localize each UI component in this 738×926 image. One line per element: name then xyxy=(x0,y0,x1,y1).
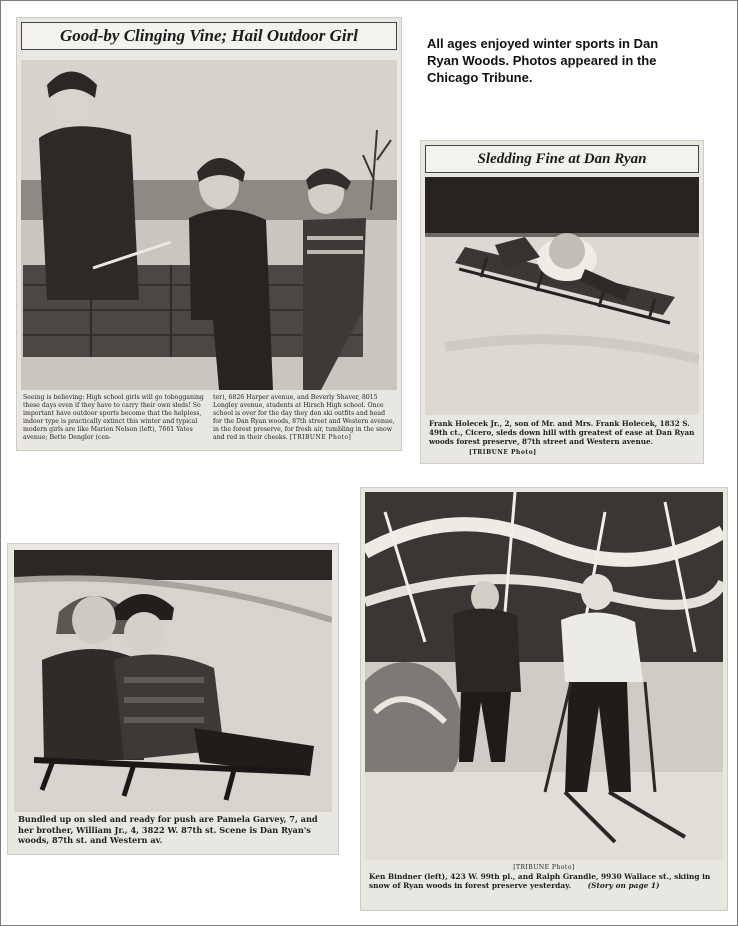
clipping-skiers xyxy=(361,488,727,910)
photo-toddler-on-sled xyxy=(425,177,699,415)
clipping-outdoor-girls xyxy=(17,18,401,450)
photo-siblings-on-sled xyxy=(14,550,332,812)
caption-garvey-siblings: Bundled up on sled and ready for push are Pamela Garvey, 7, and her brother, William Jr., 4, 3822 W. 87th st. Scene is Dan Ryan's woods, 87th st. and Western av. xyxy=(18,814,318,845)
caption-text: ter), 6826 Harper avenue, and Beverly Shaver, 8015 Longley avenue, students at Hirsch High school. Once school is over for the day they don ski outfits and head for the Dan Ryan woods, 87th street and Western avenue, in the forest preserve, for fresh air, tumbling in the snow and red in their cheeks. xyxy=(213,394,395,441)
clipping-sledding-fine xyxy=(421,141,703,463)
caption-column-left: Seeing is believing: High school girls will go tobogganing these days even if they have to carry their own sleds! So important have outdoor sports become that the helpless, indoor type is practically extinct this winter and typical modern girls are like Marion Nelson (left), 7661 Yates avenue; Bette Dengler (cen- xyxy=(23,394,204,441)
headline-sledding-fine: Sledding Fine at Dan Ryan xyxy=(425,145,699,173)
clipping-garvey-siblings xyxy=(8,544,338,854)
headline-outdoor-girls: Good-by Clinging Vine; Hail Outdoor Girl xyxy=(21,22,397,50)
caption-text: Frank Holecek Jr., 2, son of Mr. and Mrs. Frank Holecek, 1832 S. 49th ct., Cicero, sleds down hill with greatest of ease at Dan Ryan woods forest preserve, 87th street and Western avenue. xyxy=(429,419,695,447)
photo-skiers-in-woods xyxy=(365,492,723,860)
photo-credit: [TRIBUNE Photo] xyxy=(513,864,575,871)
caption-column-right xyxy=(213,394,395,442)
caption-sledding-fine xyxy=(429,419,695,456)
photo-credit: [TRIBUNE Photo] xyxy=(469,448,537,456)
intro-note: All ages enjoyed winter sports in Dan Ryan Woods. Photos appeared in the Chicago Tribune. xyxy=(427,36,659,85)
photo-girls-carrying-sled xyxy=(21,60,397,390)
story-reference: (Story on page 1) xyxy=(587,881,660,891)
caption-outdoor-girls xyxy=(23,394,395,442)
caption-text: Ken Bindner (left), 423 W. 99th pl., and Ralph Grandle, 9930 Wallace st., skiing in snow of Ryan woods in forest preserve yesterday. xyxy=(369,871,711,891)
photo-credit: [TRIBUNE Photo] xyxy=(289,433,352,441)
caption-skiers xyxy=(369,864,719,891)
